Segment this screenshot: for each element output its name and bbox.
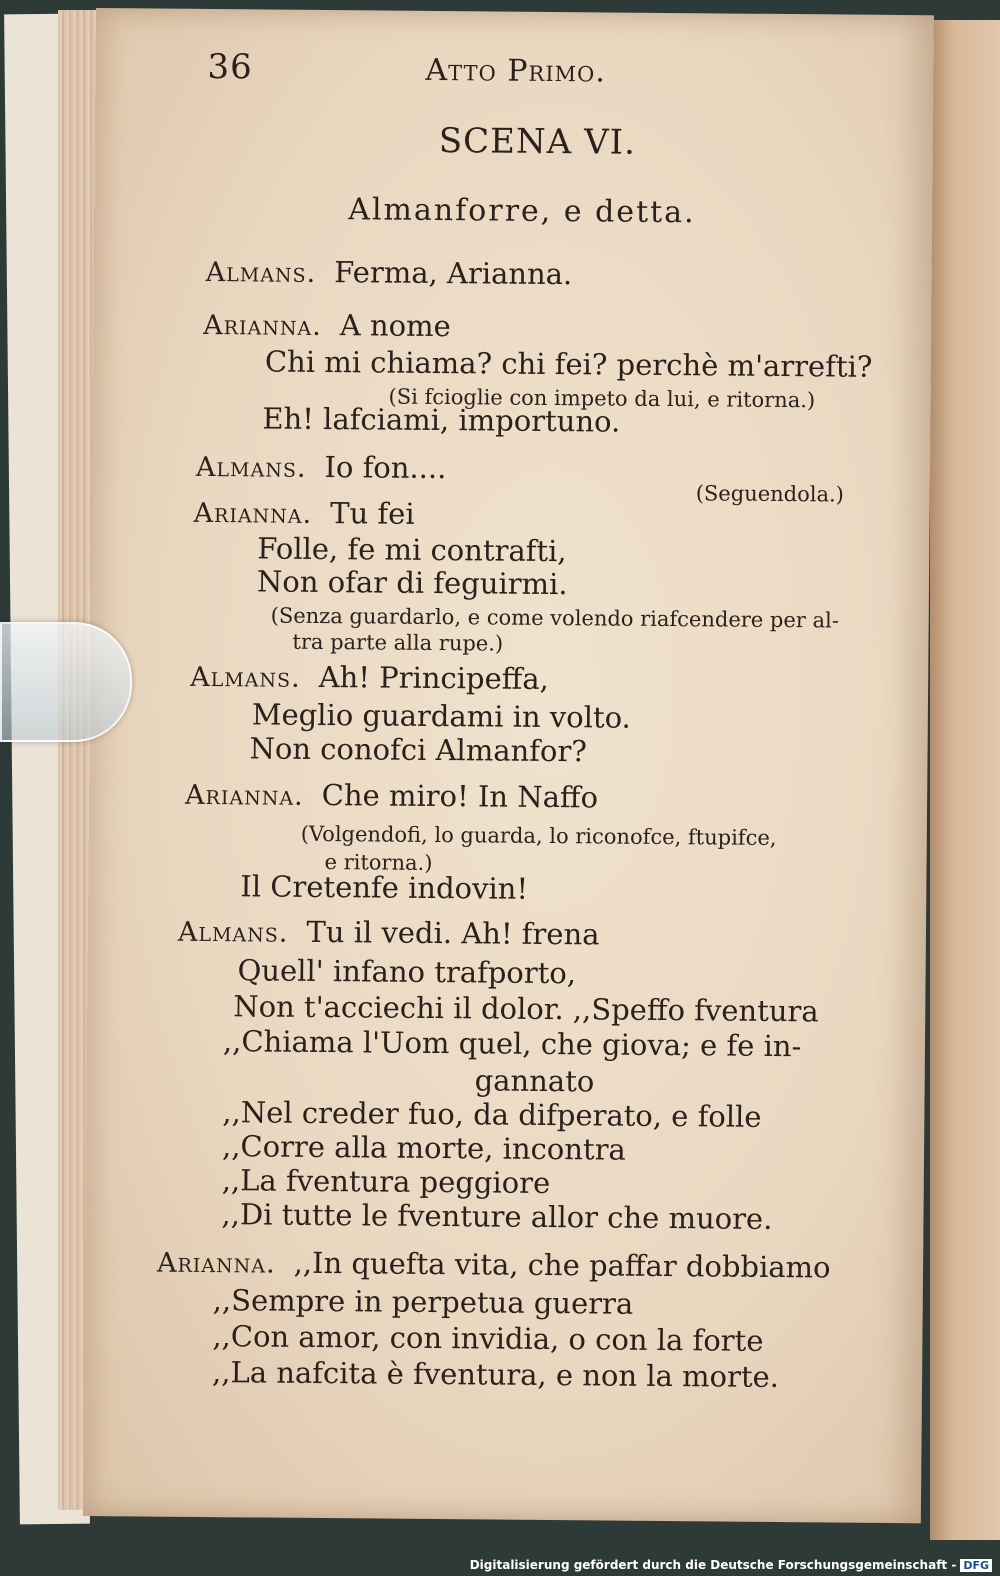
dialogue-line — [190, 659, 549, 696]
dialogue-text: A nome — [339, 308, 451, 344]
stage-direction: (Senza guardarlo, e come volendo riafcendere per al- — [270, 603, 839, 633]
dialogue-text: ,,Nel creder fuo, da difperato, e folle — [222, 1095, 762, 1134]
book-page — [83, 8, 934, 1523]
dialogue-text: Eh! lafciami, importuno. — [262, 401, 621, 439]
dialogue-text: Meglio guardami in volto. — [251, 697, 631, 735]
speaker-label: Arianna. — [203, 309, 322, 342]
stage-direction: e ritorna.) — [324, 850, 433, 875]
dialogue-line — [262, 401, 620, 438]
dialogue-line — [233, 989, 819, 1028]
dialogue-line — [193, 495, 414, 531]
speaker-label: Almans. — [190, 661, 301, 694]
dialogue-line — [157, 1245, 831, 1285]
dialogue-line — [265, 344, 873, 383]
facing-page-edge — [930, 20, 1000, 1540]
dialogue-text: ,,La fventura peggiore — [221, 1163, 551, 1201]
dialogue-line — [222, 1163, 551, 1200]
speaker-label: Almans. — [195, 451, 307, 484]
running-head: Atto Primo. — [425, 52, 606, 90]
dialogue-text: ,,Corre alla morte, incontra — [221, 1129, 626, 1167]
credit-text: Digitalisierung gefördert durch die Deutsche Forschungsgemeinschaft - — [469, 1558, 957, 1572]
dialogue-text: Non conofci Almanfor? — [249, 731, 588, 769]
stage-direction: (Si fcioglie con impeto da lui, e ritorna.) — [388, 384, 816, 413]
dialogue-line — [222, 1129, 626, 1167]
dialogue-text: Che miro! In Naffo — [321, 778, 599, 815]
stage-direction: (Volgendofi, lo guarda, lo riconofce, ftupifce, — [300, 821, 777, 850]
speaker-label: Arianna. — [184, 779, 304, 812]
dialogue-text: Ah! Principeffa, — [318, 659, 550, 696]
dialogue-text: ,,Chiama l'Uom quel, che giova; e fe in- — [222, 1024, 802, 1064]
speaker-label: Almans. — [205, 256, 317, 289]
dialogue-line — [252, 697, 631, 734]
dialogue-line — [196, 449, 447, 485]
dialogue-line — [203, 307, 451, 343]
speaker-label: Arianna. — [193, 497, 313, 530]
dialogue-line — [240, 869, 528, 906]
page-number: 36 — [207, 46, 253, 88]
dialogue-line — [178, 914, 600, 952]
dialogue-line — [185, 777, 598, 815]
dialogue-text: Tu il vedi. Ah! frena — [306, 914, 600, 952]
dialogue-text: Folle, fe mi contrafti, — [257, 531, 567, 569]
scene-title: SCENA VI. — [438, 120, 637, 163]
stage-direction: (Seguendola.) — [695, 481, 845, 507]
dialogue-text: Io fon.... — [324, 450, 447, 486]
dialogue-text: ,,La nafcita è fventura, e non la morte. — [211, 1355, 780, 1395]
dialogue-text: ,,Di tutte le fventure allor che muore. — [221, 1197, 773, 1236]
dialogue-text: Il Cretenfe indovin! — [240, 869, 529, 906]
dialogue-text: Non t'acciechi il dolor. ,,Speffo fventura — [233, 989, 819, 1029]
dialogue-text: Tu fei — [330, 496, 415, 531]
bookmark-clip — [0, 622, 132, 742]
speaker-label: Almans. — [177, 916, 289, 949]
dialogue-line — [206, 254, 573, 291]
dialogue-text: Quell' infano trafporto, — [237, 953, 577, 991]
dialogue-line — [212, 1319, 763, 1358]
dialogue-line — [221, 1197, 772, 1236]
dialogue-line — [237, 953, 576, 990]
speaker-label: Arianna. — [156, 1247, 276, 1280]
digitization-credit — [470, 1558, 992, 1572]
dialogue-text: ,,In quefta vita, che paffar dobbiamo — [293, 1245, 831, 1285]
dialogue-text: Chi mi chiama? chi fei? perchè m'arrefti? — [264, 344, 873, 384]
dialogue-line — [475, 1063, 595, 1098]
dialogue-line — [249, 731, 587, 768]
dialogue-text: Ferma, Arianna. — [334, 255, 573, 292]
dialogue-line — [257, 531, 567, 568]
stage-direction: tra parte alla rupe.) — [292, 629, 504, 656]
dialogue-line — [223, 1024, 802, 1063]
dialogue-line — [222, 1095, 761, 1134]
dialogue-text: ,,Con amor, con invidia, o con la forte — [212, 1319, 764, 1358]
dialogue-line — [213, 1283, 634, 1321]
characters-line: Almanforre, e detta. — [348, 192, 696, 231]
dialogue-text: ,,Sempre in perpetua guerra — [212, 1283, 634, 1321]
dialogue-text: Non ofar di feguirmi. — [256, 564, 568, 602]
dialogue-line — [212, 1355, 779, 1394]
dfg-logo: DFG — [960, 1559, 992, 1572]
dialogue-text: gannato — [474, 1063, 595, 1099]
dialogue-line — [257, 564, 568, 601]
